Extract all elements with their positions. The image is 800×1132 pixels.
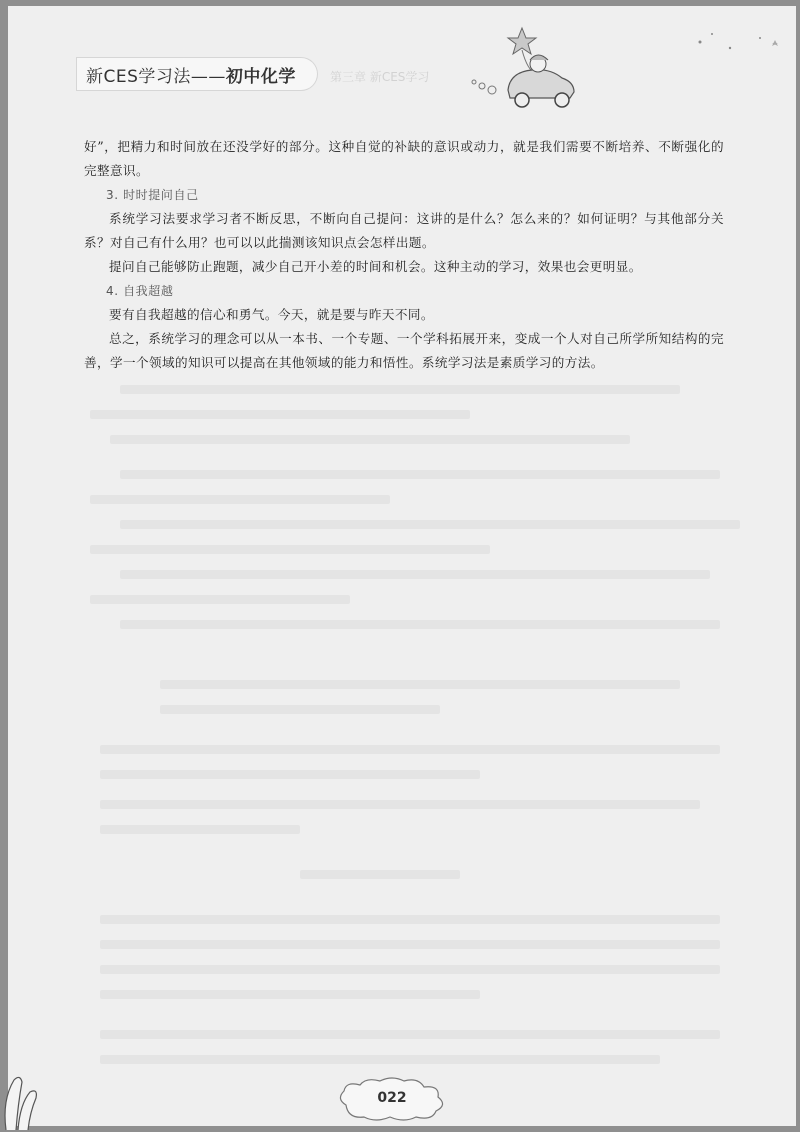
paragraph-4: 要有自我超越的信心和勇气。今天，就是要与昨天不同。 bbox=[109, 307, 434, 322]
paragraph-1: 好”，把精力和时间放在还没学好的部分。这种自觉的补缺的意识或动力，就是我们需要不断培养、不断强化的完整意识。 bbox=[84, 139, 724, 178]
book-title-subject: 初中化学 bbox=[225, 67, 296, 87]
section-heading-3: 3. 时时提问自己 bbox=[106, 188, 199, 202]
paragraph-5: 总之，系统学习的理念可以从一本书、一个专题、一个学科拓展开来，变成一个人对自己所学所知结构的完善，学一个领域的知识可以提高在其他领域的能力和悟性。系统学习法是素质学习的方法。 bbox=[84, 331, 724, 370]
exhaust-puffs-icon bbox=[472, 80, 496, 94]
page-number: 022 bbox=[377, 1090, 407, 1106]
car-icon bbox=[508, 55, 574, 107]
body-text bbox=[84, 135, 724, 375]
book-title-prefix: 新CES学习法—— bbox=[86, 67, 226, 87]
section-heading-4: 4. 自我超越 bbox=[106, 284, 174, 298]
sparkle-decoration bbox=[660, 20, 780, 80]
bunny-ears-icon bbox=[0, 1060, 40, 1132]
car-illustration bbox=[470, 20, 610, 115]
header-bleed-text: 第三章 新CES学习 bbox=[330, 70, 430, 84]
book-title bbox=[86, 62, 296, 87]
paragraph-2: 系统学习法要求学习者不断反思，不断向自己提问：这讲的是什么？怎么来的？如何证明？与其他部分关系？对自己有什么用？也可以以此揣测该知识点会怎样出题。 bbox=[84, 211, 724, 250]
paragraph-3: 提问自己能够防止跑题，减少自己开小差的时间和机会。这种主动的学习，效果也会更明显。 bbox=[109, 259, 642, 274]
